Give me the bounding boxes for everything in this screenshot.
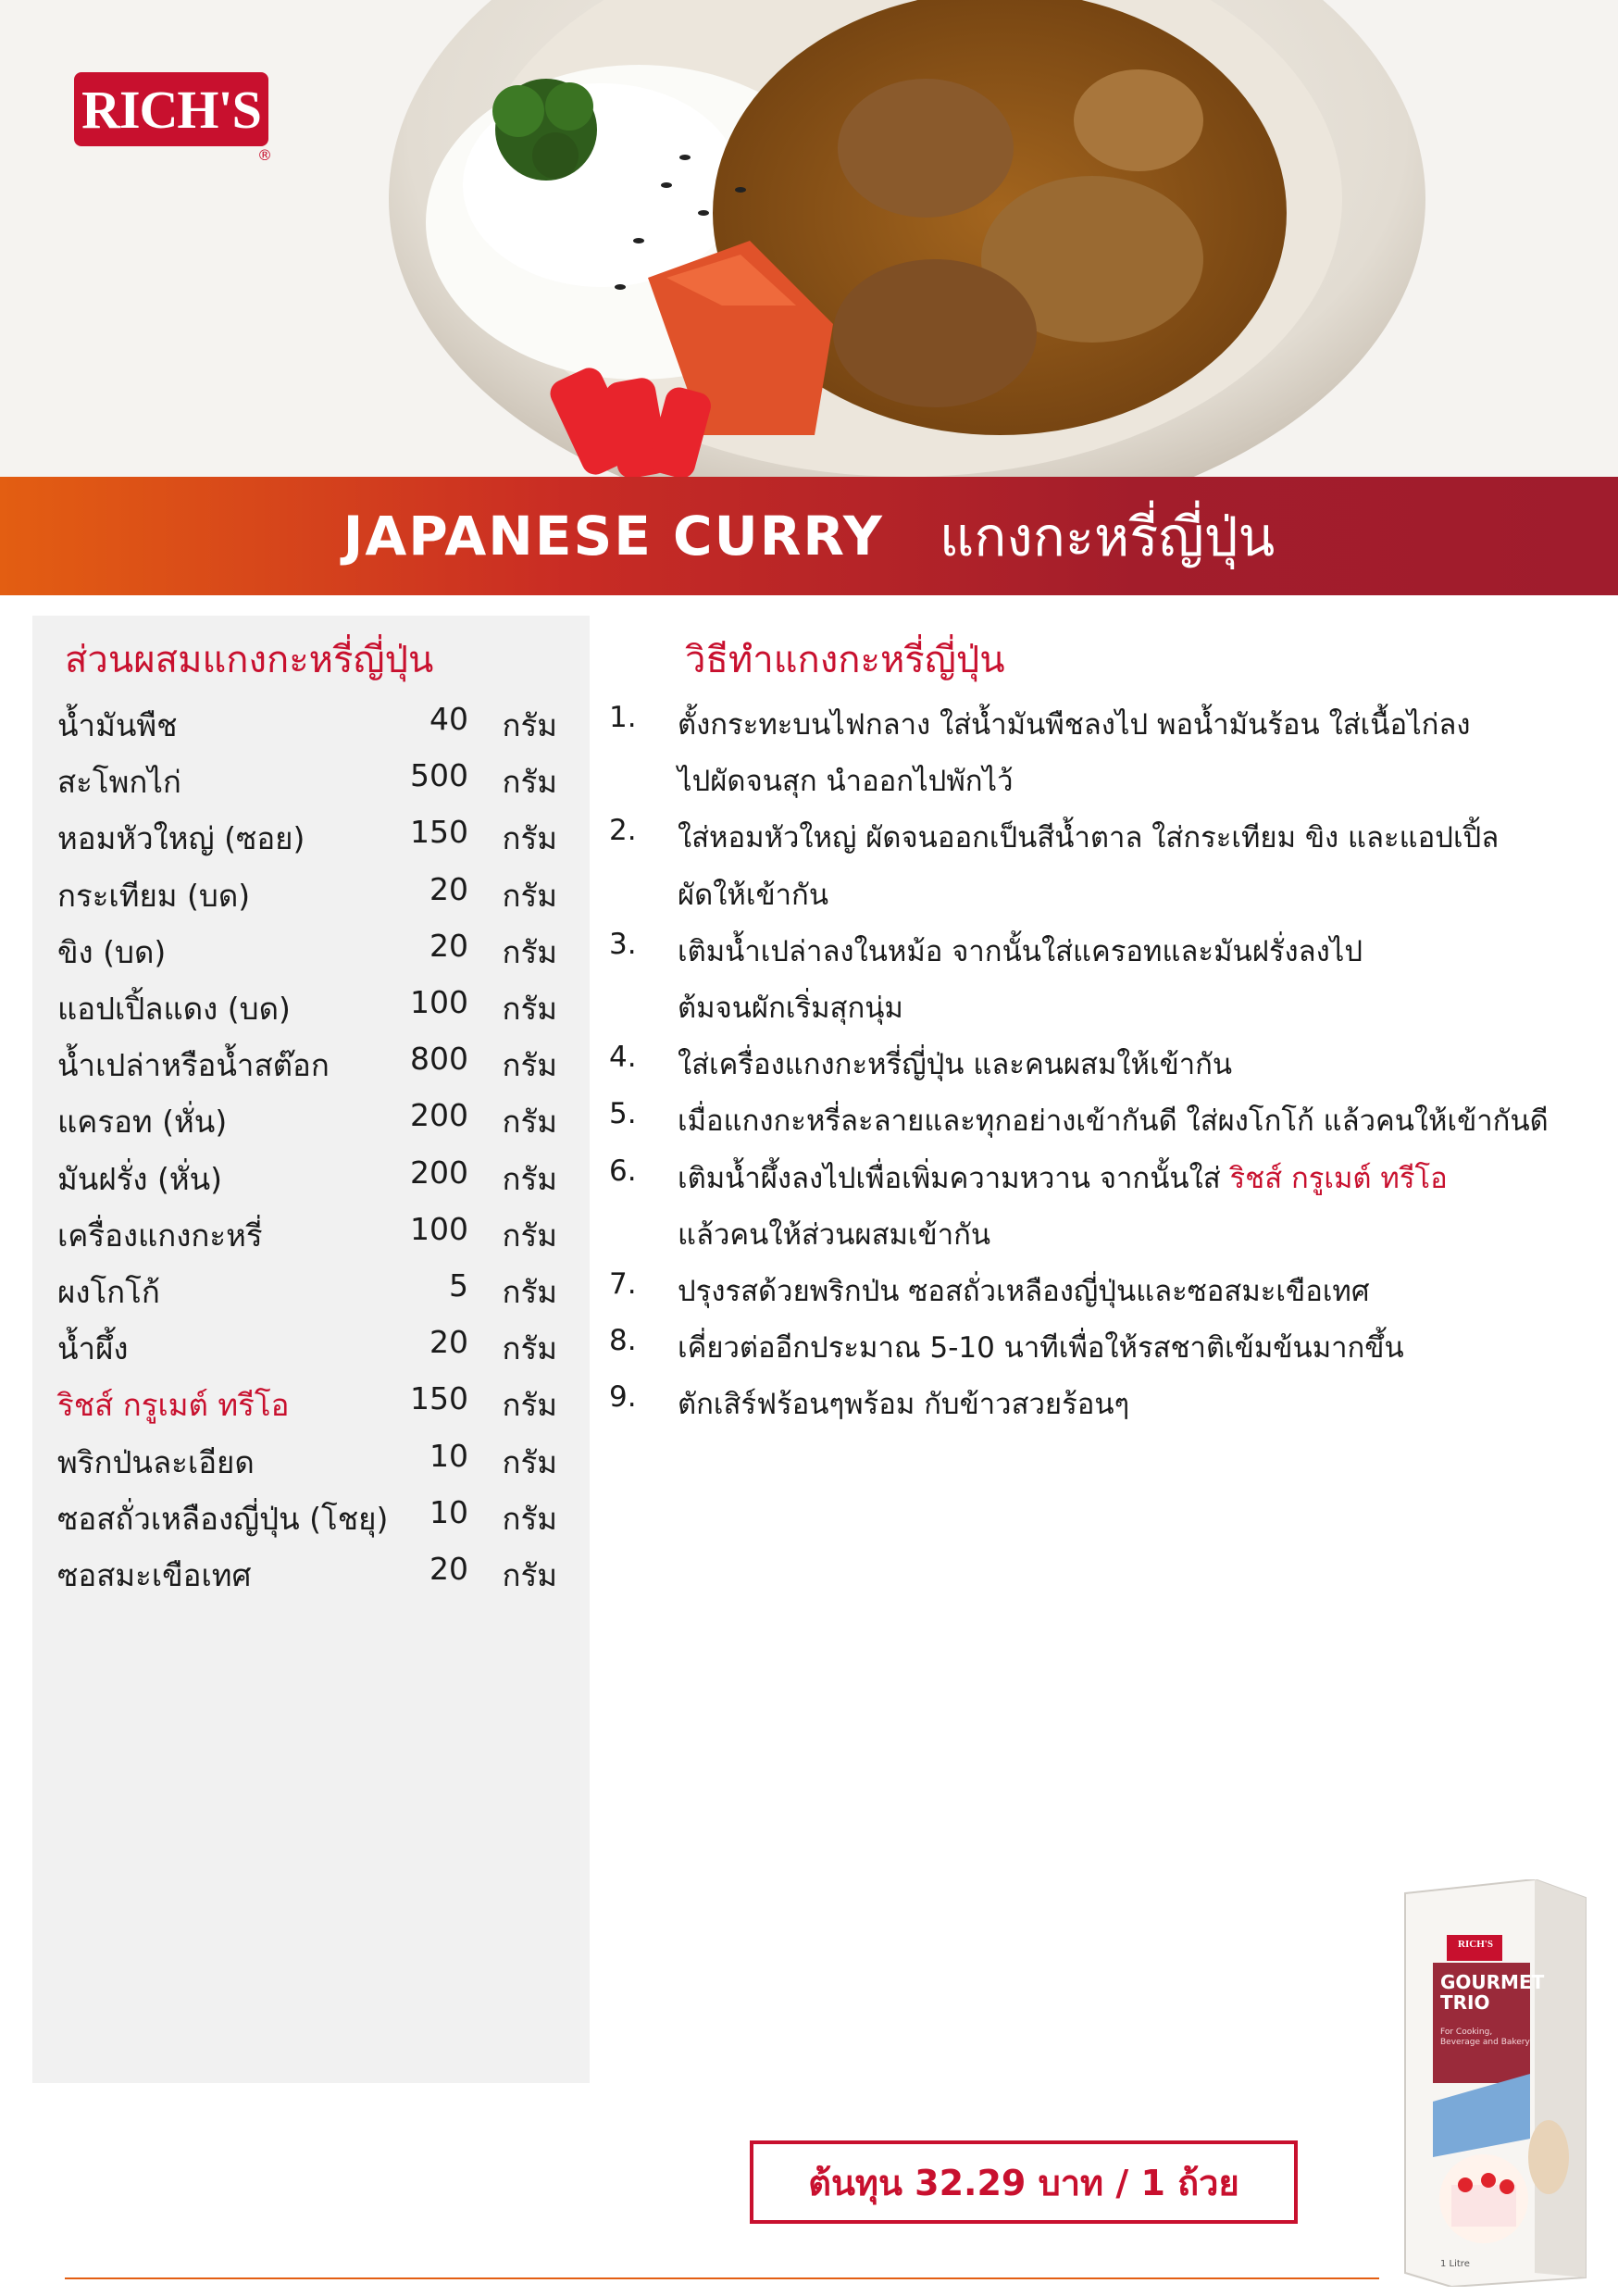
- ingredient-quantity: 20: [429, 1324, 468, 1360]
- step-text: ตั้งกระทะบนไฟกลาง ใส่น้ำมันพืชลงไป พอน้ำมันร้อน ใส่เนื้อไก่ลง: [678, 708, 1471, 742]
- ingredient-unit: กรัม: [502, 707, 557, 743]
- ingredient-name: แอปเปิ้ลแดง (บด): [57, 991, 291, 1027]
- title-banner: [0, 477, 1618, 595]
- pack-tagline2: Beverage and Bakery: [1440, 2038, 1530, 2047]
- ingredient-unit: กรัม: [502, 1104, 557, 1140]
- ingredient-name: สะโพกไก่: [57, 764, 181, 800]
- ingredient-quantity: 150: [410, 1380, 468, 1416]
- step-text: เติมน้ำเปล่าลงในหม้อ จากนั้นใส่แครอทและมันฝรั่งลงไป: [678, 935, 1363, 968]
- richs-logo: [74, 72, 268, 146]
- ingredient-quantity: 5: [449, 1267, 468, 1304]
- ingredient-name: ผงโกโก้: [57, 1274, 160, 1310]
- step-text: ตักเสิร์ฟร้อนๆพร้อม กับข้าวสวยร้อนๆ: [678, 1388, 1130, 1421]
- ingredient-quantity: 40: [429, 701, 468, 737]
- ingredient-row: [57, 1551, 557, 1597]
- logo-text: RICH'S: [81, 79, 261, 140]
- pack-name: [1440, 1972, 1544, 2013]
- ingredient-row: [57, 1211, 557, 1257]
- step-text: ปรุงรสด้วยพริกป่น ซอสถั่วเหลืองญี่ปุ่นและซอสมะเขือเทศ: [678, 1275, 1370, 1308]
- pack-tagline1: For Cooking,: [1440, 2028, 1493, 2037]
- ingredient-name: น้ำเปล่าหรือน้ำสต๊อก: [57, 1047, 330, 1083]
- hero-photo: [0, 0, 1618, 477]
- ingredient-row: [57, 984, 557, 1030]
- ingredient-name: กระเทียม (บด): [57, 878, 251, 914]
- step-number: 5.: [609, 1097, 637, 1130]
- ingredient-unit: กรัม: [502, 934, 557, 970]
- ingredient-unit: กรัม: [502, 1387, 557, 1423]
- ingredient-row: [57, 1097, 557, 1143]
- ingredient-name: น้ำผึ้ง: [57, 1330, 129, 1366]
- pack-name-line1: GOURMET: [1440, 1971, 1545, 1993]
- step-number: 3.: [609, 928, 637, 961]
- ingredient-quantity: 100: [410, 984, 468, 1020]
- ingredient-quantity: 20: [429, 1551, 468, 1587]
- ingredient-quantity: 10: [429, 1438, 468, 1474]
- ingredient-row: [57, 1494, 557, 1541]
- ingredient-unit: กรัม: [502, 820, 557, 856]
- step-text-continued: ไปผัดจนสุก นำออกไปพักไว้: [678, 765, 1014, 798]
- step-text: ใส่หอมหัวใหญ่ ผัดจนออกเป็นสีน้ำตาล ใส่กระเทียม ขิง และแอปเปิ้ล: [678, 821, 1500, 855]
- ingredient-quantity: 200: [410, 1154, 468, 1191]
- step-number: 6.: [609, 1154, 637, 1188]
- step-number: 8.: [609, 1324, 637, 1357]
- ingredient-unit: กรัม: [502, 1274, 557, 1310]
- ingredient-quantity: 20: [429, 928, 468, 964]
- ingredient-unit: กรัม: [502, 991, 557, 1027]
- registered-mark: ®: [257, 146, 272, 164]
- step-text-continued: ต้มจนผักเริ่มสุกนุ่ม: [678, 992, 903, 1025]
- step-text: เคี่ยวต่ออีกประมาณ 5-10 นาทีเพื่อให้รสชาติเข้มข้นมากขึ้น: [678, 1331, 1404, 1365]
- ingredient-row: [57, 814, 557, 860]
- ingredient-row: [57, 1267, 557, 1314]
- ingredient-row: [57, 928, 557, 974]
- ingredient-row: [57, 1438, 557, 1484]
- ingredient-quantity: 150: [410, 814, 468, 850]
- ingredients-heading: ส่วนผสมแกงกะหรี่ญี่ปุ่น: [65, 639, 434, 681]
- pack-name-line2: TRIO: [1440, 1991, 1490, 2014]
- title-english: JAPANESE CURRY: [342, 505, 884, 568]
- ingredient-unit: กรัม: [502, 1444, 557, 1480]
- method-heading: วิธีทำแกงกะหรี่ญี่ปุ่น: [685, 639, 1005, 681]
- pack-brand: RICH'S: [1458, 1939, 1493, 1950]
- ingredient-unit: กรัม: [502, 878, 557, 914]
- ingredient-name: ซอสถั่วเหลืองญี่ปุ่น (โชยุ): [57, 1501, 389, 1537]
- step-text-continued: ผัดให้เข้ากัน: [678, 879, 829, 912]
- step-text-continued: แล้วคนให้ส่วนผสมเข้ากัน: [678, 1218, 991, 1252]
- ingredient-row: [57, 757, 557, 804]
- product-highlight: ริชส์ กรูเมต์ ทรีโอ: [1229, 1162, 1448, 1195]
- ingredient-quantity: 20: [429, 871, 468, 907]
- footer-rule: [65, 2277, 1379, 2279]
- step-text-part: เติมน้ำผึ้งลงไปเพื่อเพิ่มความหวาน จากนั้นใส่: [678, 1162, 1230, 1195]
- ingredient-quantity: 200: [410, 1097, 468, 1133]
- step-number: 1.: [609, 701, 637, 734]
- ingredient-unit: กรัม: [502, 1217, 557, 1254]
- ingredient-name: ซอสมะเขือเทศ: [57, 1557, 252, 1593]
- ingredient-unit: กรัม: [502, 1161, 557, 1197]
- ingredient-row: [57, 1324, 557, 1370]
- ingredient-row: [57, 1380, 557, 1427]
- ingredient-unit: กรัม: [502, 1501, 557, 1537]
- ingredient-row: [57, 871, 557, 917]
- step-text: [678, 1154, 1448, 1201]
- cost-box: [750, 2140, 1298, 2224]
- cost-text: ต้นทุน 32.29 บาท / 1 ถ้วย: [808, 2162, 1239, 2203]
- ingredient-name: มันฝรั่ง (หั่น): [57, 1161, 223, 1197]
- step-number: 7.: [609, 1267, 637, 1301]
- step-number: 2.: [609, 814, 637, 847]
- step-number: 9.: [609, 1380, 637, 1414]
- ingredient-unit: กรัม: [502, 1557, 557, 1593]
- ingredient-name: ริชส์ กรูเมต์ ทรีโอ: [57, 1387, 290, 1423]
- gourmet-trio-pack: [1396, 1879, 1590, 2287]
- ingredient-quantity: 100: [410, 1211, 468, 1247]
- ingredient-name: ขิง (บด): [57, 934, 167, 970]
- ingredient-name: พริกป่นละเอียด: [57, 1444, 255, 1480]
- ingredient-unit: กรัม: [502, 764, 557, 800]
- ingredient-unit: กรัม: [502, 1330, 557, 1366]
- ingredient-name: น้ำมันพืช: [57, 707, 178, 743]
- pack-tagline: [1440, 2028, 1530, 2048]
- ingredient-row: [57, 701, 557, 747]
- title-thai: แกงกะหรี่ญี่ปุ่น: [939, 505, 1276, 568]
- ingredient-quantity: 10: [429, 1494, 468, 1530]
- step-number: 4.: [609, 1041, 637, 1074]
- ingredient-unit: กรัม: [502, 1047, 557, 1083]
- step-text: ใส่เครื่องแกงกะหรี่ญี่ปุ่น และคนผสมให้เข้ากัน: [678, 1048, 1233, 1081]
- ingredient-name: แครอท (หั่น): [57, 1104, 228, 1140]
- ingredient-name: เครื่องแกงกะหรี่: [57, 1217, 263, 1254]
- ingredient-row: [57, 1154, 557, 1201]
- ingredient-quantity: 800: [410, 1041, 468, 1077]
- ingredient-name: หอมหัวใหญ่ (ซอย): [57, 820, 305, 856]
- ingredient-row: [57, 1041, 557, 1087]
- step-text: เมื่อแกงกะหรี่ละลายและทุกอย่างเข้ากันดี ใส่ผงโกโก้ แล้วคนให้เข้ากันดี: [678, 1104, 1549, 1138]
- ingredient-quantity: 500: [410, 757, 468, 793]
- pack-volume: 1 Litre: [1440, 2259, 1470, 2269]
